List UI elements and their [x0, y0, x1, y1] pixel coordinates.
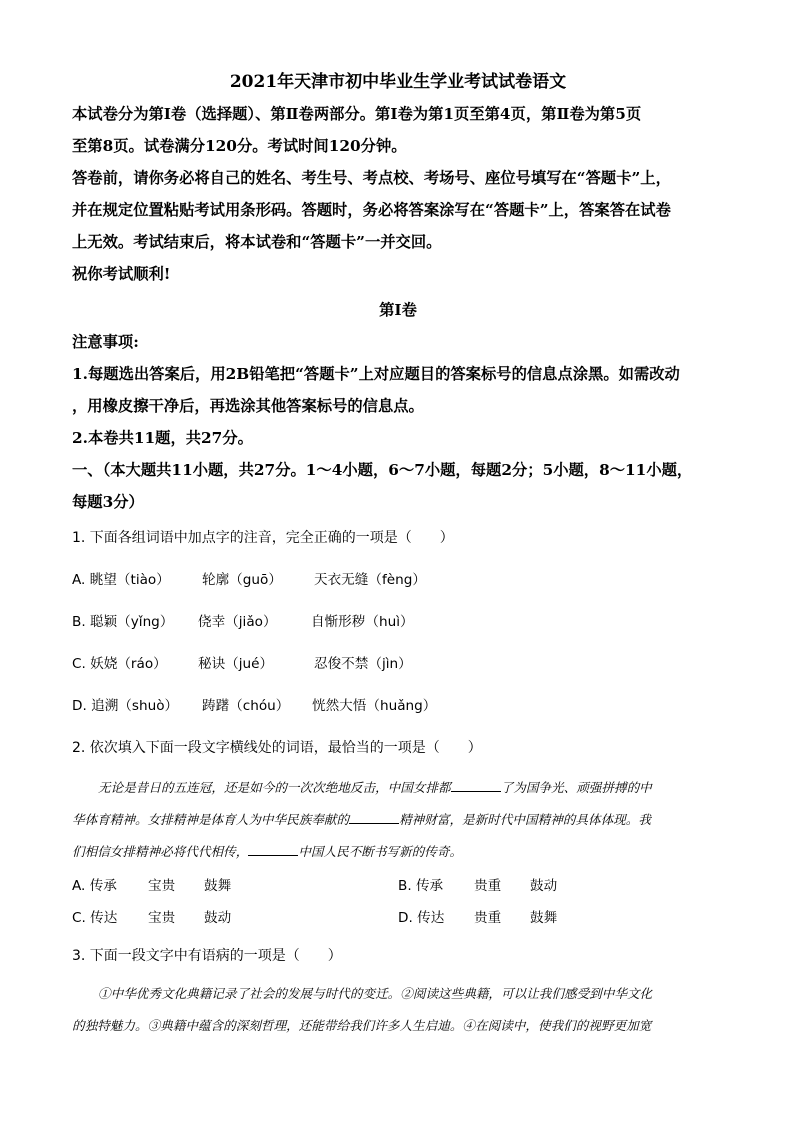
passage-text: 华体育精神。女排精神是体育人为中华民族奉献的 — [72, 812, 350, 827]
option-word: 鼓动 — [530, 878, 558, 894]
passage-text: 了为国争光、顽强拼搏的中 — [500, 780, 652, 795]
section-line: 一、（本大题共11小题，共27分。1～4小题，6～7小题，每题2分；5小题，8～11小题， — [72, 461, 693, 479]
intro-line: 并在规定位置粘贴考试用条形码。答题时，务必将答案涂写在“答题卡”上，答案答在试卷 — [72, 201, 671, 219]
option-word: 忍俊不禁（jìn） — [314, 656, 412, 672]
intro-line: 本试卷分为第Ⅰ卷（选择题）、第Ⅱ卷两部分。第Ⅰ卷为第1页至第4页，第Ⅱ卷为第5页 — [72, 105, 642, 123]
option-word: 贵重 — [474, 910, 502, 926]
intro-line: 答卷前，请你务必将自己的姓名、考生号、考点校、考场号、座位号填写在“答题卡”上， — [72, 169, 671, 187]
option-word: C. 妖娆（ráo） — [72, 656, 167, 672]
q1-option-b — [72, 612, 724, 632]
option-word: 自惭形秽（huì） — [311, 614, 414, 630]
option-word: A. 眺望（tiào） — [72, 572, 170, 588]
q1-option-d — [72, 696, 724, 716]
passage-line: 的独特魅力。③典籍中蕴含的深刻哲理，还能带给我们许多人生启迪。④在阅读中，使我们的视野更加宽 — [72, 1018, 652, 1033]
passage-line — [72, 836, 724, 868]
exam-page — [72, 68, 724, 1042]
passage-text: 无论是昔日的五连冠，还是如今的一次次绝地反击，中国女排都 — [98, 780, 451, 795]
part-title: 第Ⅰ卷 — [379, 301, 417, 319]
passage-line — [72, 772, 724, 804]
option-word: 秘诀（jué） — [198, 656, 274, 672]
exam-title: 2021年天津市初中毕业生学业考试试卷语文 — [229, 72, 567, 92]
question-3-stem: 3. 下面一段文字中有语病的一项是（ ） — [72, 948, 342, 964]
option-word: 宝贵 — [148, 878, 176, 894]
q2-option-c — [72, 908, 398, 928]
option-word: 贵重 — [474, 878, 502, 894]
notes-heading: 注意事项: — [72, 333, 139, 351]
question-2-stem: 2. 依次填入下面一段文字横线处的词语，最恰当的一项是（ ） — [72, 740, 482, 756]
section-line: 每题3分） — [72, 493, 144, 511]
note-line: 1.每题选出答案后，用2B铅笔把“答题卡”上对应题目的答案标号的信息点涂黑。如需改动 — [72, 365, 680, 383]
option-word: 宝贵 — [148, 910, 176, 926]
option-word: 天衣无缝（fèng） — [314, 572, 426, 588]
option-word: 恍然大悟（huǎng） — [312, 698, 437, 714]
intro-line: 至第8页。试卷满分120分。考试时间120分钟。 — [72, 137, 407, 155]
option-word: C. 传达 — [72, 910, 118, 926]
fill-blank-3 — [248, 841, 298, 856]
option-word: B. 聪颖（yǐng） — [72, 614, 174, 630]
option-word: D. 传达 — [398, 910, 445, 926]
q3-passage — [72, 978, 724, 1042]
option-word: 侥幸（jiǎo） — [198, 614, 277, 630]
intro-line: 上无效。考试结束后，将本试卷和“答题卡”一并交回。 — [72, 233, 442, 251]
note-line: 2.本卷共11题，共27分。 — [72, 429, 253, 447]
intro-line: 祝你考试顺利! — [72, 265, 171, 283]
q2-option-d — [398, 908, 724, 928]
option-word: B. 传承 — [398, 878, 444, 894]
q2-option-a — [72, 876, 398, 896]
q1-option-c — [72, 654, 724, 674]
passage-text: 中国人民不断书写新的传奇。 — [298, 844, 463, 859]
intro-block — [72, 98, 724, 290]
q2-options-row-1 — [72, 876, 724, 896]
option-word: 踌躇（chóu） — [202, 698, 290, 714]
option-word: A. 传承 — [72, 878, 117, 894]
q1-option-a — [72, 570, 724, 590]
q2-passage — [72, 772, 724, 868]
passage-line — [72, 804, 724, 836]
option-word: 鼓舞 — [204, 878, 232, 894]
option-word: 鼓舞 — [530, 910, 558, 926]
q2-options-row-2 — [72, 908, 724, 928]
option-word: D. 追溯（shuò） — [72, 698, 179, 714]
fill-blank-1 — [451, 777, 501, 792]
note-line: ，用橡皮擦干净后，再选涂其他答案标号的信息点。 — [72, 397, 424, 415]
passage-text: 们相信女排精神必将代代相传， — [72, 844, 249, 859]
option-word: 轮廓（guō） — [202, 572, 282, 588]
passage-text: 精神财富，是新时代中国精神的具体体现。我 — [399, 812, 651, 827]
fill-blank-2 — [349, 809, 399, 824]
option-word: 鼓动 — [204, 910, 232, 926]
question-1-stem: 1. 下面各组词语中加点字的注音，完全正确的一项是（ ） — [72, 530, 454, 546]
q2-option-b — [398, 876, 724, 896]
passage-line: ①中华优秀文化典籍记录了社会的发展与时代的变迁。②阅读这些典籍，可以让我们感受到中华文化 — [98, 986, 653, 1001]
